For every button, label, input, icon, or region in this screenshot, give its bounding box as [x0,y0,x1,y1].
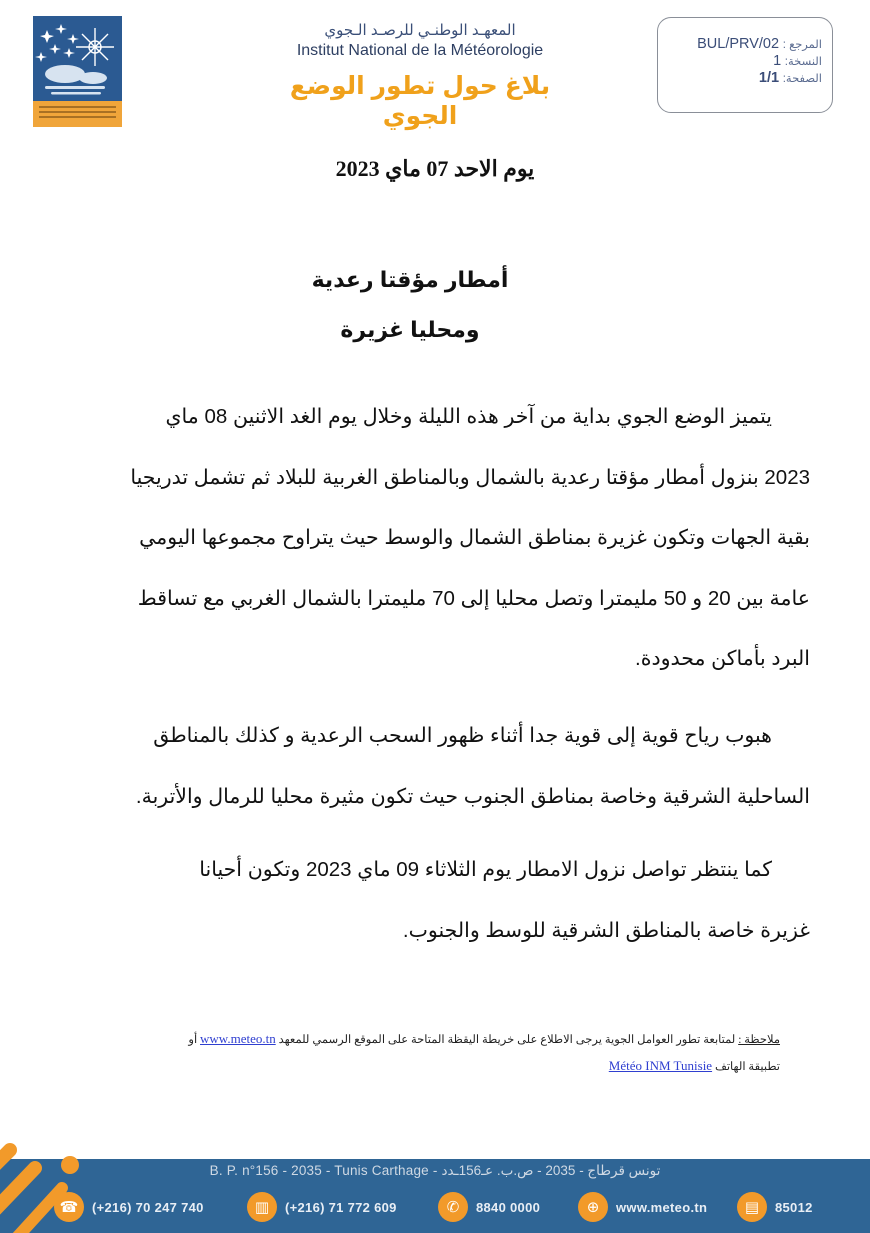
contact-sms [737,1192,813,1222]
reference-label: المرجع : [782,39,822,51]
note-text: لمتابعة تطور العوامل الجوية يرجى الاطلاع على خريطة اليقظة المتاحة على الموقع الرسمي للمعهد [275,1034,739,1046]
hotline-icon: ✆ [438,1192,468,1222]
reference-value: BUL/PRV/02 [697,36,780,52]
page-label: الصفحة: [782,73,822,85]
bulletin-date: يوم الاحد 07 ماي 2023 [335,156,535,181]
contact-website-text[interactable]: www.meteo.tn [616,1199,708,1215]
paragraph-line: الساحلية الشرقية وخاصة بمناطق الجنوب حيث تكون مثيرة محليا للرمال والأتربة. [135,784,810,808]
inm-logo-stars-icon [33,16,122,127]
paragraph-line: كما ينتظر تواصل نزول الامطار يوم الثلاثاء 09 ماي 2023 وتكون أحيانا [199,858,772,881]
reference-line [697,36,822,53]
sms-mobile-icon: ▤ [737,1192,767,1222]
contact-phone [54,1192,204,1222]
bulletin-title: بلاغ حول تطور الوضع الجوي [289,72,551,130]
contact-website[interactable] [578,1192,707,1222]
paragraph-rain-forecast [115,387,810,690]
headline-line-2: ومحليا غزيرة [340,317,480,342]
paragraph-line: يتميز الوضع الجوي بداية من آخر هذه الليلة وخلال يوم الغد الاثنين 08 ماي [165,405,772,428]
app-prefix: تطبيقة الهاتف [712,1061,780,1073]
paragraph-tuesday-forecast [115,840,810,961]
headline [0,255,820,355]
note-line-1 [55,1026,780,1053]
note-line-2 [55,1053,780,1080]
page-line [697,70,822,87]
contact-phone-text: (+216) 70 247 740 [92,1199,204,1215]
footer-contacts [54,1192,834,1222]
copy-label: النسخة: [784,56,822,68]
page-value: 1/1 [758,70,780,86]
phone-icon: ☎ [54,1192,84,1222]
paragraph-line: غزيرة خاصة بالمناطق الشرقية للوسط والجنوب. [402,918,810,942]
contact-fax-text: (+216) 71 772 609 [285,1199,397,1215]
reference-box [657,17,833,113]
copy-line [697,53,822,70]
paragraph-wind-forecast [115,706,810,827]
copy-value: 1 [773,53,782,69]
inm-logo [33,16,122,127]
fax-icon: ▥ [247,1192,277,1222]
institute-name-arabic: المعهـد الوطنـي للرصـد الـجوي [324,22,516,39]
paragraph-line: هبوب رياح قوية إلى قوية جدا أثناء ظهور السحب الرعدية و كذلك بالمناطق [153,724,772,747]
contact-hotline [438,1192,540,1222]
headline-line-1: أمطار مؤقتا رعدية [311,267,509,292]
paragraph-line: بقية الجهات وتكون غزيرة بمناطق الشمال والوسط حيث يتراوح مجموعها اليومي [139,526,810,549]
app-link[interactable]: Météo INM Tunisie [608,1058,713,1073]
website-link[interactable]: www.meteo.tn [200,1031,276,1046]
institute-header [255,22,585,131]
contact-hotline-text: 8840 0000 [476,1199,541,1215]
note-label: ملاحظة : [738,1034,780,1046]
institute-name-french: Institut National de la Météorologie [296,42,544,59]
paragraph-line: البرد بأماكن محدودة. [635,647,810,670]
footer-address: B. P. n°156 - 2035 - Tunis Carthage - تونس قرطاج - 2035 - ص.ب. عـ156ـدد [209,1163,661,1178]
globe-icon: ⊕ [578,1192,608,1222]
contact-sms-text: 85012 [775,1199,813,1215]
note [55,1026,780,1080]
note-text-or: أو [188,1034,201,1046]
paragraph-line: عامة بين 20 و 50 مليمترا وتصل محليا إلى 70 مليمترا بالشمال الغربي مع تساقط [137,586,810,610]
paragraph-line: 2023 بنزول أمطار مؤقتا رعدية بالشمال وبالمناطق الغربية للبلاد ثم تشمل تدريجيا [130,465,810,489]
contact-fax [247,1192,397,1222]
